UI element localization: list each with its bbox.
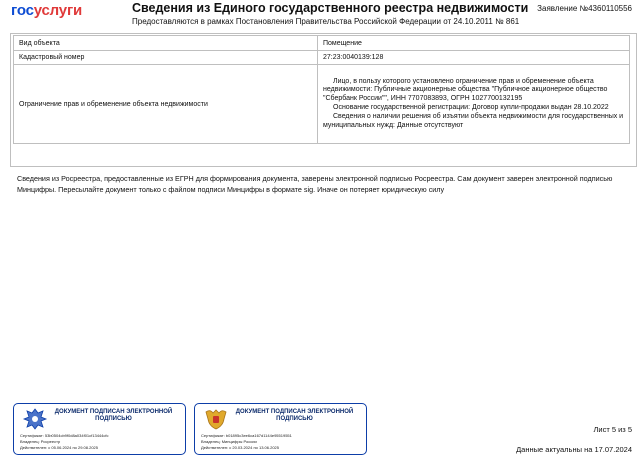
table-row [14, 51, 630, 65]
stamp-heading: ДОКУМЕНТ ПОДПИСАН ЭЛЕКТРОННОЙ ПОДПИСЬЮ [235, 409, 354, 422]
stamp-validity: Действителен: с 05.06.2024 по 29.08.2025 [20, 445, 98, 450]
gosuslugi-logo: госуслуги [11, 2, 83, 19]
rosreestr-emblem-icon [22, 407, 48, 431]
signature-note: Сведения из Росреестра, предоставленные из ЕГРН для формирования документа, заверены электронной подписью Росреестра. Сам документ заверен электронной подписью Минцифры. Пересылайте документ только с файлом подписи Минцифры в формате sig. Иначе он потеряет юридическую силу [17, 174, 613, 194]
stamp-heading: ДОКУМЕНТ ПОДПИСАН ЭЛЕКТРОННОЙ ПОДПИСЬЮ [54, 409, 173, 422]
page-number: Лист 5 из 5 [593, 425, 632, 434]
seizure-info: Сведения о наличии решения об изъятии объекта недвижимости для государственных и муниципальных нужд: Данные отсутствуют [323, 112, 624, 129]
data-actual-date: Данные актуальны на 17.07.2024 [516, 445, 632, 454]
row-label: Кадастровый номер [14, 51, 318, 65]
row-label: Ограничение прав и обременение объекта недвижимости [14, 65, 318, 144]
application-number: Заявление №4360110556 [537, 4, 632, 13]
encumbrance-holder: Лицо, в пользу которого установлено ограничение прав и обременение объекта недвижимости: Публичные акционерные общества "Публичное акционерное общество "Сбербанк России"", ИНН 7707083893, ОГРН 1027700132195 [323, 77, 608, 103]
stamp-certificate: Сертификат: 53b0504cb9f0d8a034f01cf13444cfc [20, 433, 109, 438]
table-row [14, 65, 630, 144]
coat-of-arms-icon [203, 407, 229, 431]
stamp-owner: Владелец: Минцифры России [201, 439, 257, 444]
table-row [14, 36, 630, 51]
row-label: Вид объекта [14, 36, 318, 51]
stamp-certificate: Сертификат: b01895c3ee6ca167d1144e95519551 [201, 433, 292, 438]
registration-basis: Основание государственной регистрации: Договор купли-продажи выдан 28.10.2022 [333, 104, 609, 111]
signature-stamp-rosreestr [13, 403, 186, 455]
row-value: Помещение [318, 36, 630, 51]
encumbrance-details [318, 65, 630, 144]
document-title: Сведения из Единого государственного реестра недвижимости [132, 1, 529, 15]
row-value: 27:23:0040139:128 [318, 51, 630, 65]
stamp-owner: Владелец: Росреестр [20, 439, 61, 444]
document-subtitle: Предоставляются в рамках Постановления Правительства Российской Федерации от 24.10.2011 № 861 [132, 17, 520, 26]
stamp-validity: Действителен: с 20.03.2024 по 13.06.2025 [201, 445, 279, 450]
property-table [13, 35, 630, 144]
signature-stamp-mintsifry [194, 403, 367, 455]
